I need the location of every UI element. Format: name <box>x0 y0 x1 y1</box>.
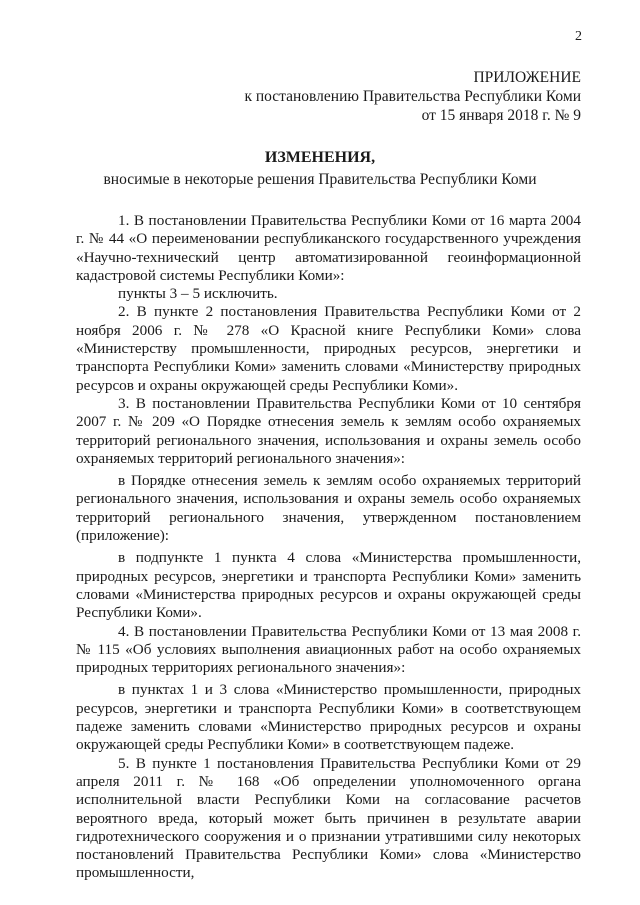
paragraph-5: 5. В пункте 1 постановления Правительства Республики Коми от 29 апреля 2011 г. № 168 «Об определении уполномоченного органа исполнительной власти Республики Коми на согласование расчетов вероятного вреда, который может быть причинен в результате аварии гидротехнического сооружения и о признании утратившими силу некоторых постановлений Правительства Республики Коми» слова «Министерство промышленности, <box>76 754 581 882</box>
paragraph-2: 2. В пункте 2 постановления Правительства Республики Коми от 2 ноября 2006 г. № 278 «О Красной книге Республики Коми» слова «Министерству промышленности, природных ресурсов, энергетики и транспорта Республики Коми» заменить словами «Министерству природных ресурсов и охраны окружающей среды Республики Коми». <box>76 303 581 394</box>
appendix-title: ПРИЛОЖЕНИЕ <box>473 69 581 86</box>
paragraph-1-item: пункты 3 – 5 исключить. <box>118 285 278 303</box>
appendix-reference: к постановлению Правительства Республики Коми <box>244 88 581 105</box>
paragraph-1: 1. В постановлении Правительства Республики Коми от 16 марта 2004 г. № 44 «О переименовании республиканского государственного учреждения «Научно-технический центр автоматизированной геоинформационной кадастровой системы Республики Коми»: <box>76 212 581 284</box>
paragraph-4: 4. В постановлении Правительства Республики Коми от 13 мая 2008 г. № 115 «Об условиях выполнения авиационных работ на особо охраняемых природных территориях регионального значения»: <box>76 622 581 677</box>
appendix-header <box>244 68 581 125</box>
document-body <box>76 212 581 883</box>
document-title: ИЗМЕНЕНИЯ, <box>264 149 376 166</box>
page-number: 2 <box>575 29 582 44</box>
appendix-date: от 15 января 2018 г. № 9 <box>421 107 581 124</box>
paragraph-4-item: в пунктах 1 и 3 слова «Министерство промышленности, природных ресурсов, энергетики и транспорта Республики Коми» в соответствующем падеже заменить словами «Министерство природных ресурсов и охраны окружающей среды Республики Коми» в соответствующем падеже. <box>76 681 581 754</box>
paragraph-3: 3. В постановлении Правительства Республики Коми от 10 сентября 2007 г. № 209 «О Порядке отнесения земель к землям особо охраняемых территорий регионального значения, использования и охраны земель особо охраняемых территорий регионального значения»: <box>76 394 581 467</box>
document-subtitle: вносимые в некоторые решения Правительства Республики Коми <box>103 171 537 188</box>
paragraph-3-subsection: в Порядке отнесения земель к землям особо охраняемых территорий регионального значения, использования и охраны земель особо охраняемых территорий регионального значения, утвержденном постановлением (приложение): <box>76 472 581 545</box>
paragraph-3-item: в подпункте 1 пункта 4 слова «Министерства промышленности, природных ресурсов, энергетики и транспорта Республики Коми» заменить словами «Министерства природных ресурсов и охраны окружающей среды Республики Коми». <box>76 549 581 622</box>
